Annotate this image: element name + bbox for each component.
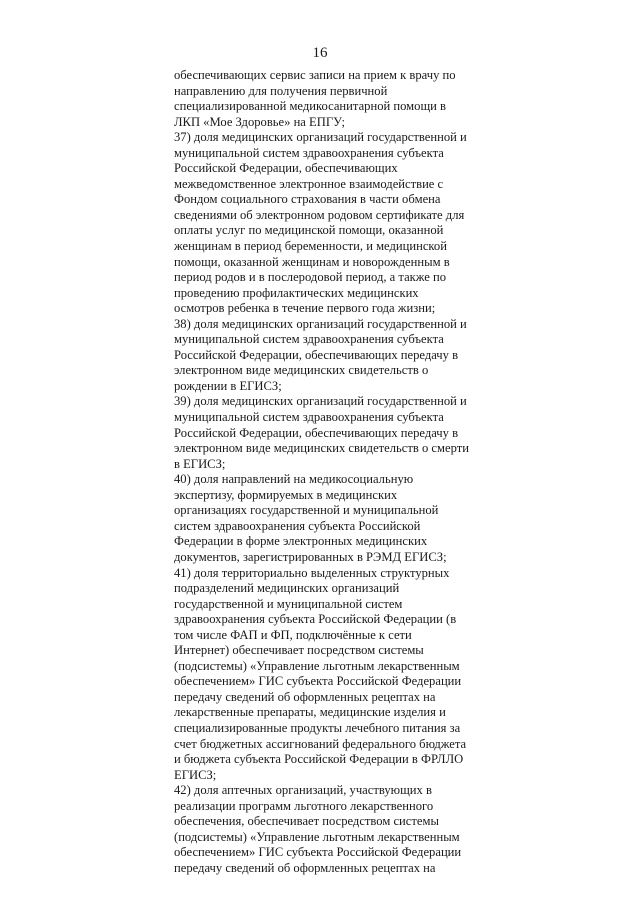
text-line: здравоохранения субъекта Российской Федерации (в (174, 612, 457, 627)
text-line: документов, зарегистрированных в РЭМД ЕГИСЗ; (174, 549, 447, 564)
text-line: счет бюджетных ассигнований федерального бюджета (174, 736, 467, 751)
text-line: 41) доля территориально выделенных структурных (174, 565, 450, 580)
body-text (174, 68, 486, 876)
text-line: период родов и в послеродовой период, а также по (174, 270, 447, 285)
text-line: передачу сведений об оформленных рецептах на (174, 689, 436, 704)
text-line: 39) доля медицинских организаций государственной и (174, 394, 467, 409)
page-number: 16 (312, 45, 328, 61)
text-line: обеспечивающих сервис записи на прием к врачу по (174, 68, 456, 82)
text-line: проведению профилактических медицинских (174, 285, 419, 300)
text-line: в ЕГИСЗ; (174, 456, 226, 471)
text-line: организациях государственной и муниципальной (174, 503, 439, 518)
text-line: 42) доля аптечных организаций, участвующих в (174, 783, 432, 798)
text-line: помощи, оказанной женщинам и новорожденным в (174, 254, 450, 269)
text-line: муниципальной систем здравоохранения субъекта (174, 145, 444, 160)
text-line: сведениями об электронном родовом сертификате для (174, 207, 465, 222)
text-line: систем здравоохранения субъекта Российской (174, 518, 421, 533)
text-line: обеспечением» ГИС субъекта Российской Федерации (174, 845, 462, 860)
text-line: (подсистемы) «Управление льготным лекарственным (174, 829, 460, 844)
text-line: Фондом социального страхования в части обмена (174, 192, 441, 207)
text-line: том числе ФАП и ФП, подключённые к сети (174, 627, 412, 642)
text-line: передачу сведений об оформленных рецептах на (174, 860, 436, 875)
text-line: экспертизу, формируемых в медицинских (174, 487, 398, 502)
text-line: лекарственные препараты, медицинские изделия и (174, 705, 446, 720)
text-line: муниципальной систем здравоохранения субъекта (174, 410, 444, 425)
text-line: Федерации в форме электронных медицинских (174, 534, 428, 549)
text-line: рождении в ЕГИСЗ; (174, 378, 282, 393)
text-line: 40) доля направлений на медикосоциальную (174, 472, 414, 487)
text-line: обеспечения, обеспечивает посредством системы (174, 814, 439, 829)
text-line: женщинам в период беременности, и медицинской (174, 239, 447, 254)
text-line: Российской Федерации, обеспечивающих передачу в (174, 347, 459, 362)
text-line: (подсистемы) «Управление льготным лекарственным (174, 658, 460, 673)
text-line: Интернет) обеспечивает посредством системы (174, 643, 424, 658)
text-line: 37) доля медицинских организаций государственной и (174, 130, 467, 145)
text-line: ЕГИСЗ; (174, 767, 217, 782)
text-line: государственной и муниципальной систем (174, 596, 403, 611)
text-line: специализированные продукты лечебного питания за (174, 720, 461, 735)
text-line: осмотров ребенка в течение первого года жизни; (174, 301, 436, 316)
text-line: и бюджета субъекта Российской Федерации в ФРЛЛО (174, 752, 464, 767)
text-line: электронном виде медицинских свидетельств о смерти (174, 441, 469, 456)
text-line: Российской Федерации, обеспечивающих передачу в (174, 425, 459, 440)
text-line: оплаты услуг по медицинской помощи, оказанной (174, 223, 444, 238)
text-line: межведомственное электронное взаимодействие с (174, 176, 444, 191)
text-line: реализации программ льготного лекарственного (174, 798, 434, 813)
text-line: обеспечением» ГИС субъекта Российской Федерации (174, 674, 462, 689)
text-line: ЛКП «Мое Здоровье» на ЕПГУ; (174, 114, 346, 129)
text-line: подразделений медицинских организаций (174, 581, 400, 596)
text-line: муниципальной систем здравоохранения субъекта (174, 332, 444, 347)
text-line: электронном виде медицинских свидетельств о (174, 363, 429, 378)
text-line: 38) доля медицинских организаций государственной и (174, 316, 467, 331)
text-line: Российской Федерации, обеспечивающих (174, 161, 398, 176)
text-line: направлению для получения первичной (174, 83, 388, 98)
text-line: специализированной медикосанитарной помощи в (174, 99, 446, 114)
